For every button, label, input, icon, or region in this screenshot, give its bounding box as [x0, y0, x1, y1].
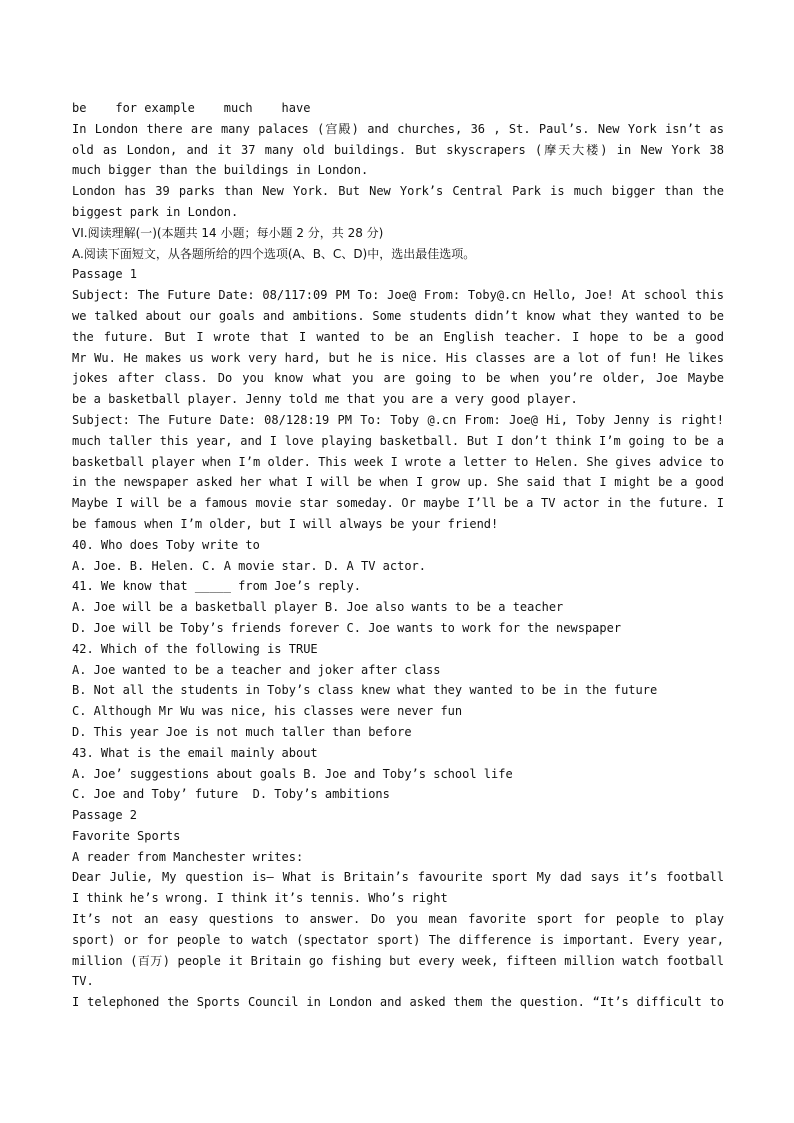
- question-stem: 43. What is the email mainly about: [72, 745, 318, 760]
- text-line: much taller this year, and I love playing basketball. But I don’t think I’m going to be a: [72, 433, 724, 448]
- document-page: [72, 98, 724, 1013]
- question-stem: 42. Which of the following is TRUE: [72, 641, 318, 656]
- question-options: C. Although Mr Wu was nice, his classes were never fun: [72, 704, 463, 719]
- section-heading: VI.阅读理解(一)(本题共 14 小题；每小题 2 分，共 28 分): [72, 225, 384, 240]
- text-line: Maybe I will be a famous movie star someday. Or maybe I’ll be a TV actor in the future. I: [72, 496, 724, 511]
- text-line: Subject: The Future Date: 08/117:09 PM To: Joe@ From: Toby@.cn Hello, Joe! At school this: [72, 288, 724, 303]
- text-line: sport) or for people to watch (spectator sport) The difference is important. Every year,: [72, 932, 724, 947]
- passage-title: Passage 1: [72, 267, 138, 282]
- text-line: we talked about our goals and ambitions. Some students didn’t know what they wanted to be: [72, 308, 724, 323]
- text-line: in the newspaper asked her what I will be when I grow up. She said that I might be a good: [72, 475, 724, 490]
- question-options: D. Joe will be Toby’s friends forever C. Joe wants to work for the newspaper: [72, 620, 622, 635]
- text-line: It’s not an easy questions to answer. Do you mean favorite sport for people to play: [72, 912, 724, 927]
- question-options: D. This year Joe is not much taller than before: [72, 724, 412, 739]
- question-stem: 40. Who does Toby write to: [72, 537, 260, 552]
- text-line: I telephoned the Sports Council in London and asked them the question. “It’s difficult to: [72, 995, 724, 1010]
- article-title: Favorite Sports: [72, 828, 181, 843]
- text-line: London has 39 parks than New York. But New York’s Central Park is much bigger than the: [72, 184, 724, 199]
- text-line: much bigger than the buildings in London.: [72, 163, 369, 178]
- text-line: be famous when I’m older, but I will always be your friend!: [72, 516, 499, 531]
- passage-title: Passage 2: [72, 808, 138, 823]
- text-line: million (百万) people it Britain go fishing but every week, fifteen million watch football: [72, 953, 724, 968]
- question-options: C. Joe and Toby’ future D. Toby’s ambitions: [72, 787, 390, 802]
- text-line: be a basketball player. Jenny told me that you are a very good player.: [72, 392, 578, 407]
- text-line: the future. But I wrote that I wanted to be an English teacher. I hope to be a good: [72, 329, 724, 344]
- text-line: TV.: [72, 974, 94, 989]
- text-line: In London there are many palaces (宫殿) and churches, 36 , St. Paul’s. New York isn’t as: [72, 121, 724, 136]
- section-instruction: A.阅读下面短文，从各题所给的四个选项(A、B、C、D)中，选出最佳选项。: [72, 246, 476, 261]
- text-line: Dear Julie, My question is— What is Britain’s favourite sport My dad says it’s football: [72, 870, 724, 885]
- text-line: Mr Wu. He makes us work very hard, but he is nice. His classes are a lot of fun! He likes: [72, 350, 724, 365]
- question-options: A. Joe will be a basketball player B. Joe also wants to be a teacher: [72, 600, 564, 615]
- text-line: A reader from Manchester writes:: [72, 849, 304, 864]
- text-line: biggest park in London.: [72, 204, 239, 219]
- text-line: old as London, and it 37 many old buildings. But skyscrapers (摩天大楼) in New York 38: [72, 142, 724, 157]
- question-stem: 41. We know that _____ from Joe’s reply.: [72, 579, 361, 594]
- text-line: Subject: The Future Date: 08/128:19 PM To: Toby @.cn From: Joe@ Hi, Toby Jenny is right!: [72, 412, 724, 427]
- text-line: I think he’s wrong. I think it’s tennis. Who’s right: [72, 891, 448, 906]
- question-options: A. Joe’ suggestions about goals B. Joe and Toby’s school life: [72, 766, 513, 781]
- text-line: jokes after class. Do you know what you are going to be when you’re older, Joe Maybe: [72, 371, 724, 386]
- word-bank-line: be for example much have: [72, 101, 311, 115]
- question-options: A. Joe. B. Helen. C. A movie star. D. A TV actor.: [72, 558, 427, 573]
- question-options: B. Not all the students in Toby’s class knew what they wanted to be in the future: [72, 683, 658, 698]
- text-line: basketball player when I’m older. This week I wrote a letter to Helen. She gives advice to: [72, 454, 724, 469]
- question-options: A. Joe wanted to be a teacher and joker after class: [72, 662, 441, 677]
